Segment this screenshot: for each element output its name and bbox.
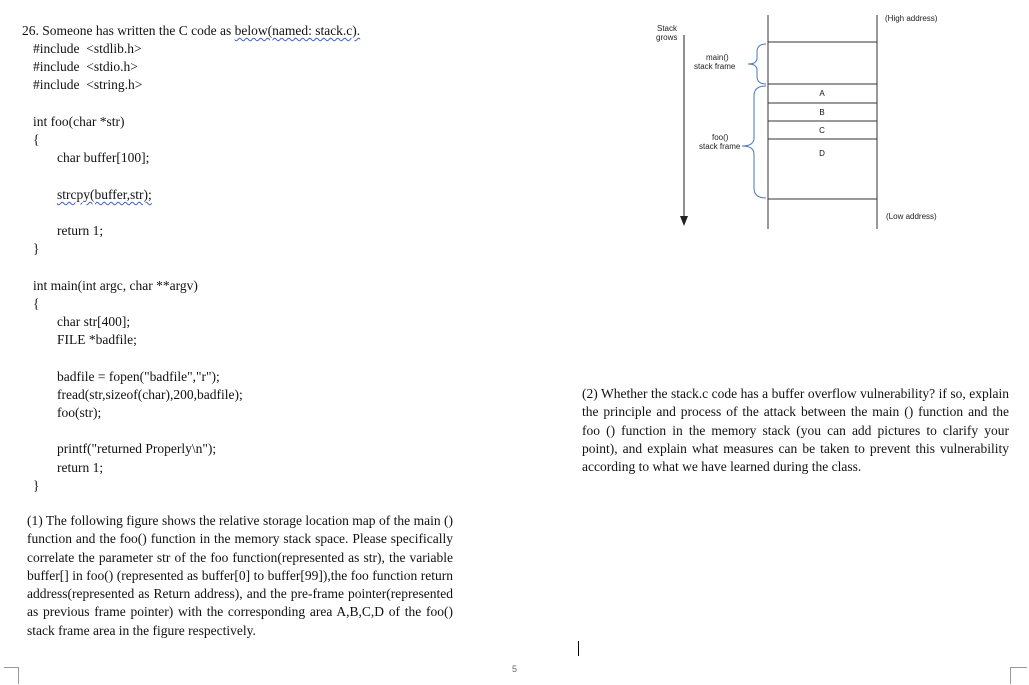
code-str-decl: char str[400]; bbox=[57, 314, 131, 329]
code-fread: fread(str,sizeof(char),200,badfile); bbox=[57, 387, 243, 402]
main-frame-label: stack frame bbox=[694, 62, 736, 71]
stack-cell-c: C bbox=[819, 126, 825, 135]
text-cursor bbox=[578, 641, 579, 656]
code-fopen: badfile = fopen("badfile","r"); bbox=[57, 369, 220, 384]
stack-grows-label: Stack bbox=[657, 24, 678, 33]
code-foo-signature: int foo(char *str) bbox=[33, 114, 125, 129]
code-foo-call: foo(str); bbox=[57, 405, 102, 420]
stack-cell-a: A bbox=[819, 89, 825, 98]
part2-paragraph: (2) Whether the stack.c code has a buffer overflow vulnerability? if so, explain the principle and process of the attack between the main () function and the foo () function in the memory stack (you can add pictures to clarify your point), and explain what measures can be taken to prevent this vulnerability according to what we have learned during the class. bbox=[582, 386, 1009, 475]
code-file-decl: FILE *badfile; bbox=[57, 332, 137, 347]
page-corner-mark bbox=[1010, 667, 1027, 684]
question-heading: 26. Someone has written the C code as below(named: stack.c). bbox=[22, 23, 361, 38]
prompt-below: below(named: stack.c). bbox=[234, 23, 361, 38]
code-main-signature: int main(int argc, char **argv) bbox=[33, 278, 198, 293]
code-return: return 1; bbox=[57, 460, 104, 475]
code-return: return 1; bbox=[57, 223, 104, 238]
code-printf: printf("returned Properly\n"); bbox=[57, 441, 217, 456]
foo-frame-label: stack frame bbox=[699, 142, 741, 151]
foo-frame-label: foo() bbox=[712, 133, 729, 142]
part1-paragraph: (1) The following figure shows the relative storage location map of the main () function and the foo() function in the memory stack space. Please specifically correlate the parameter str of the foo function(represented as str), the variable buffer[] in foo() (represented as buffer[0] to buffer[99]),the foo function return address(represented as Return address), and the pre-frame pointer(represented as previous frame pointer) with the corresponding area A,B,C,D of the foo() stack frame area in the figure respectively. bbox=[27, 513, 453, 638]
stack-grows-label: grows bbox=[656, 33, 678, 42]
low-address-label: (Low address) bbox=[886, 212, 937, 221]
code-include-stdio: #include <stdio.h> bbox=[33, 59, 138, 74]
high-address-label: (High address) bbox=[885, 14, 938, 23]
code-brace: { bbox=[33, 132, 40, 147]
stack-cell-b: B bbox=[819, 108, 825, 117]
page-corner-mark bbox=[4, 667, 19, 684]
page-number: 5 bbox=[512, 664, 518, 674]
code-include-string: #include <string.h> bbox=[33, 77, 143, 92]
code-brace: } bbox=[33, 478, 40, 493]
code-brace: { bbox=[33, 296, 40, 311]
main-frame-label: main() bbox=[706, 53, 729, 62]
code-brace: } bbox=[33, 241, 40, 256]
stack-cell-d: D bbox=[819, 149, 825, 158]
code-buffer-decl: char buffer[100]; bbox=[57, 150, 150, 165]
code-include-stdlib: #include <stdlib.h> bbox=[33, 41, 142, 56]
code-strcpy: strcpy(buffer,str); bbox=[57, 187, 152, 202]
